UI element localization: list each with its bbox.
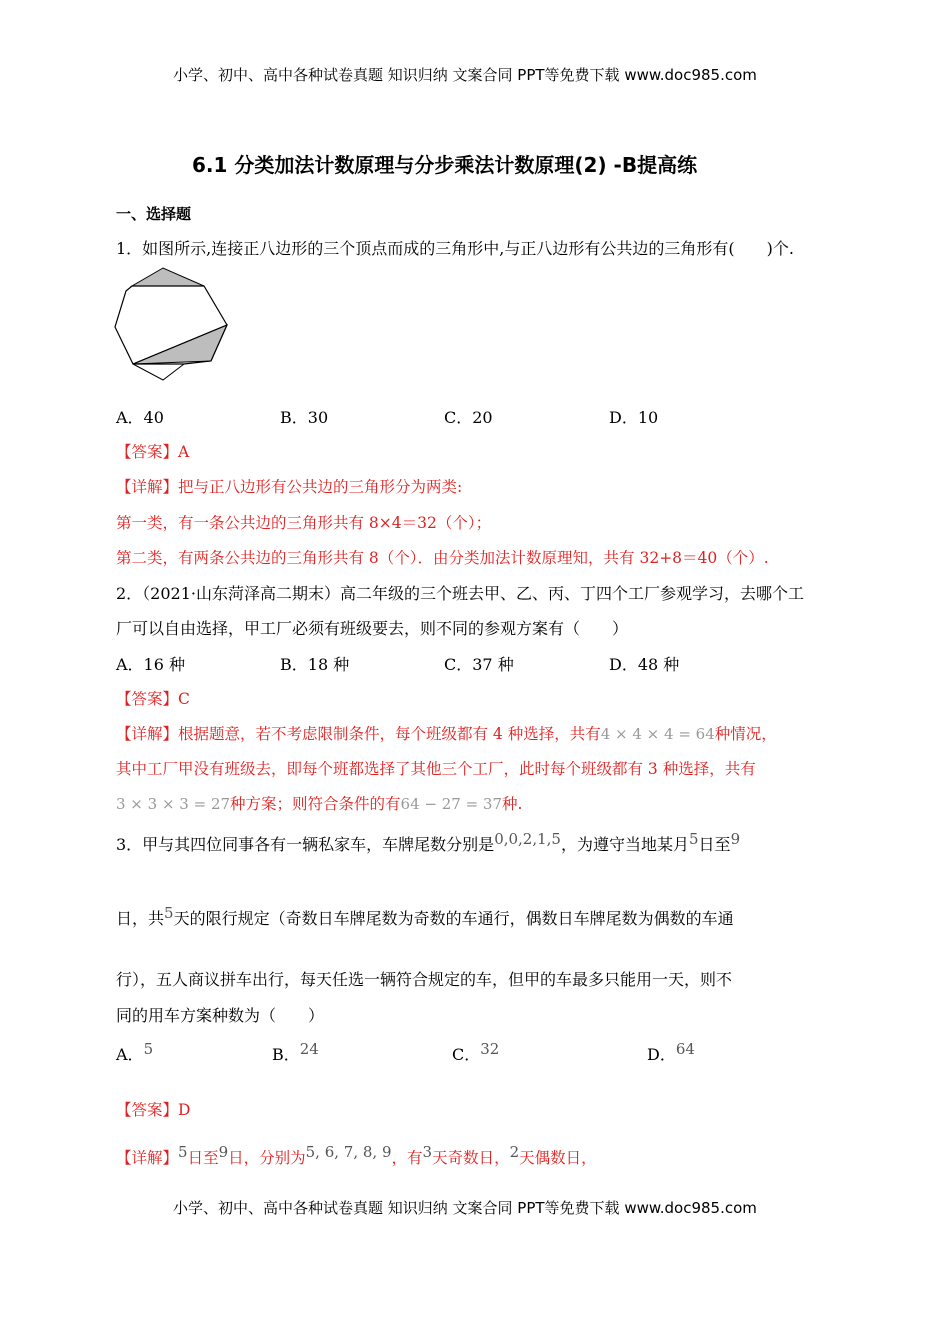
page-title: 6.1 分类加法计数原理与分步乘法计数原理(2) -B提高练 bbox=[192, 153, 698, 177]
q3-line-4: 同的用车方案种数为（ ） bbox=[116, 1006, 325, 1025]
q3-option-b bbox=[272, 1042, 319, 1065]
q3-line-1 bbox=[116, 832, 740, 855]
q1-answer: 【答案】A bbox=[116, 443, 190, 461]
q1-detail-2: 第一类，有一条公共边的三角形共有 8×4＝32（个）； bbox=[116, 514, 492, 532]
q3-days: 5 bbox=[164, 904, 174, 922]
q3-option-d-label: D． bbox=[647, 1045, 676, 1064]
octagon-figure bbox=[112, 265, 236, 383]
outer-bottom-triangle bbox=[133, 364, 184, 380]
q3-option-b-value: 24 bbox=[299, 1040, 319, 1058]
q2-math-3: 64 − 27 = 37 bbox=[400, 795, 503, 813]
q1-option-b: B．30 bbox=[280, 408, 329, 427]
q2-option-c: C．37 种 bbox=[444, 655, 514, 674]
q3-option-d bbox=[647, 1042, 695, 1065]
q1-detail-3: 第二类，有两条公共边的三角形共有 8（个）．由分类加法计数原理知，共有 32+8＝40（个）. bbox=[116, 549, 769, 567]
q2-stem-2: 厂可以自由选择，甲工厂必须有班级要去，则不同的参观方案有（ ） bbox=[116, 619, 629, 638]
q1-stem: 1．如图所示,连接正八边形的三个顶点而成的三角形中,与正八边形有公共边的三角形有( )个. bbox=[116, 239, 794, 258]
q2-detail-3b: 种. bbox=[502, 795, 523, 813]
q3-l2b: 天的限行规定（奇数日车牌尾数为奇数的车通行，偶数日车牌尾数为偶数的车通 bbox=[173, 909, 734, 928]
q3-answer: 【答案】D bbox=[116, 1101, 191, 1119]
q3-d-d: 天奇数日， bbox=[432, 1149, 510, 1167]
q3-day-start: 5 bbox=[689, 830, 699, 848]
q3-option-d-value: 64 bbox=[675, 1040, 695, 1058]
q3-d-c: ，有 bbox=[391, 1149, 423, 1167]
q2-answer: 【答案】C bbox=[116, 690, 190, 708]
q2-math-2: 3 × 3 × 3 = 27 bbox=[116, 795, 231, 813]
q3-d-m3: 5, 6, 7, 8, 9 bbox=[305, 1143, 392, 1161]
q3-l1a: 3．甲与其四位同事各有一辆私家车，车牌尾数分别是 bbox=[116, 835, 495, 854]
q3-d-a: 日至 bbox=[187, 1149, 219, 1167]
section-heading: 一、选择题 bbox=[116, 205, 192, 223]
q2-option-a: A．16 种 bbox=[116, 655, 186, 674]
q1-option-c: C．20 bbox=[444, 408, 493, 427]
q2-math-1: 4 × 4 × 4 = 64 bbox=[600, 725, 715, 743]
q2-detail-1b: 种情况， bbox=[714, 725, 777, 743]
q2-stem-1: 2．（2021·山东菏泽高二期末）高二年级的三个班去甲、乙、丙、丁四个工厂参观学习，去哪个工 bbox=[116, 584, 804, 603]
q3-option-a bbox=[116, 1042, 153, 1065]
q3-l1b: ，为遵守当地某月 bbox=[560, 835, 689, 854]
q3-option-c bbox=[452, 1042, 499, 1065]
q3-d-m1: 5 bbox=[178, 1143, 188, 1161]
q3-d-b: 日，分别为 bbox=[228, 1149, 306, 1167]
q2-option-b: B．18 种 bbox=[280, 655, 350, 674]
q3-d-m4: 3 bbox=[422, 1143, 433, 1161]
page-footer: 小学、初中、高中各种试卷真题 知识归纳 文案合同 PPT等免费下载 www.doc985.com bbox=[173, 1199, 757, 1217]
q3-d-label: 【详解】 bbox=[116, 1149, 179, 1167]
q2-detail-3a: 种方案；则符合条件的有 bbox=[230, 795, 401, 813]
q3-d-e: 天偶数日， bbox=[519, 1149, 597, 1167]
q3-option-c-value: 32 bbox=[480, 1040, 500, 1058]
q3-line-3: 行），五人商议拼车出行，每天任选一辆符合规定的车，但甲的车最多只能用一天，则不 bbox=[116, 970, 733, 989]
q3-d-m5: 2 bbox=[509, 1143, 520, 1161]
q3-option-a-value: 5 bbox=[143, 1040, 154, 1058]
q2-detail-1 bbox=[116, 722, 777, 744]
q2-detail-3 bbox=[116, 792, 522, 814]
q3-option-b-label: B． bbox=[272, 1045, 300, 1064]
q3-plates: 0,0,2,1,5 bbox=[494, 830, 561, 848]
q1-detail-1: 【详解】把与正八边形有公共边的三角形分为两类: bbox=[116, 478, 463, 496]
q3-detail-1 bbox=[116, 1143, 597, 1168]
q3-option-a-label: A． bbox=[116, 1045, 144, 1064]
q3-l2a: 日，共 bbox=[116, 909, 165, 928]
q3-line-2 bbox=[116, 906, 734, 929]
q2-detail-1a: 【详解】根据题意，若不考虑限制条件，每个班级都有 4 种选择，共有 bbox=[116, 725, 601, 743]
q3-option-c-label: C． bbox=[452, 1045, 481, 1064]
q3-l1c: 日至 bbox=[698, 835, 731, 854]
shaded-top-triangle bbox=[132, 268, 204, 286]
q1-option-d: D．10 bbox=[609, 408, 659, 427]
page-header: 小学、初中、高中各种试卷真题 知识归纳 文案合同 PPT等免费下载 www.doc985.com bbox=[173, 66, 757, 84]
q2-option-d: D．48 种 bbox=[609, 655, 680, 674]
q3-day-end: 9 bbox=[730, 830, 741, 848]
q3-d-m2: 9 bbox=[218, 1143, 229, 1161]
q2-detail-2: 其中工厂甲没有班级去，即每个班都选择了其他三个工厂，此时每个班级都有 3 种选择，共有 bbox=[116, 760, 756, 778]
q1-option-a: A．40 bbox=[116, 408, 164, 427]
